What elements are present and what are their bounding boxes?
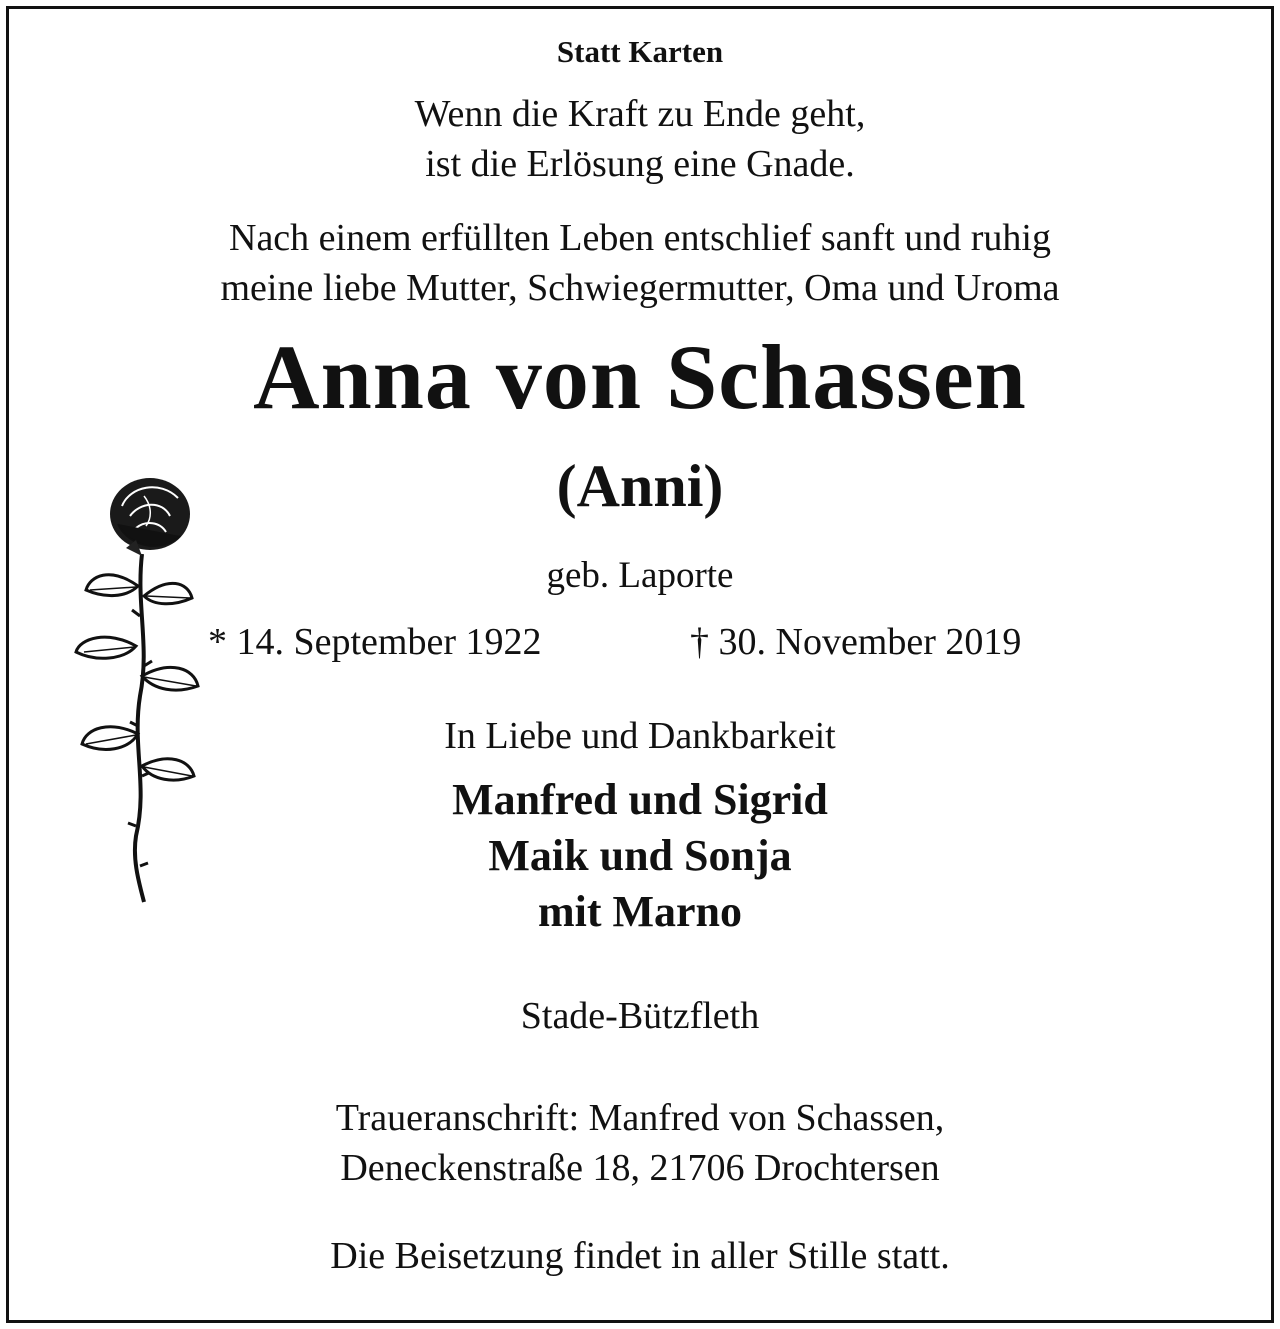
address-line-2: Deneckenstraße 18, 21706 Drochtersen [340, 1147, 940, 1189]
deceased-name: Anna von Schassen [253, 326, 1027, 428]
death-date: † 30. November 2019 [690, 621, 1022, 663]
quote-line-1: Wenn die Kraft zu Ende geht, [414, 93, 866, 135]
notice-header: Statt Karten [556, 34, 724, 69]
family-line-3: mit Marno [537, 887, 743, 936]
intro-line-1: Nach einem erfüllten Leben entschlief sanft und ruhig [229, 217, 1051, 259]
rose-icon [70, 466, 200, 906]
quote-line-2: ist die Erlösung eine Gnade. [425, 143, 855, 185]
burial-note: Die Beisetzung findet in aller Stille statt. [330, 1235, 950, 1277]
birth-date: * 14. September 1922 [208, 621, 542, 663]
family-line-2: Maik und Sonja [488, 831, 792, 880]
dedication: In Liebe und Dankbarkeit [444, 715, 836, 757]
deceased-nickname: (Anni) [556, 453, 724, 519]
maiden-name: geb. Laporte [546, 555, 734, 596]
address-line-1: Traueranschrift: Manfred von Schassen, [335, 1097, 945, 1139]
place: Stade-Bützfleth [520, 995, 760, 1037]
intro-line-2: meine liebe Mutter, Schwiegermutter, Oma und Uroma [220, 267, 1060, 309]
family-line-1: Manfred und Sigrid [452, 775, 828, 824]
